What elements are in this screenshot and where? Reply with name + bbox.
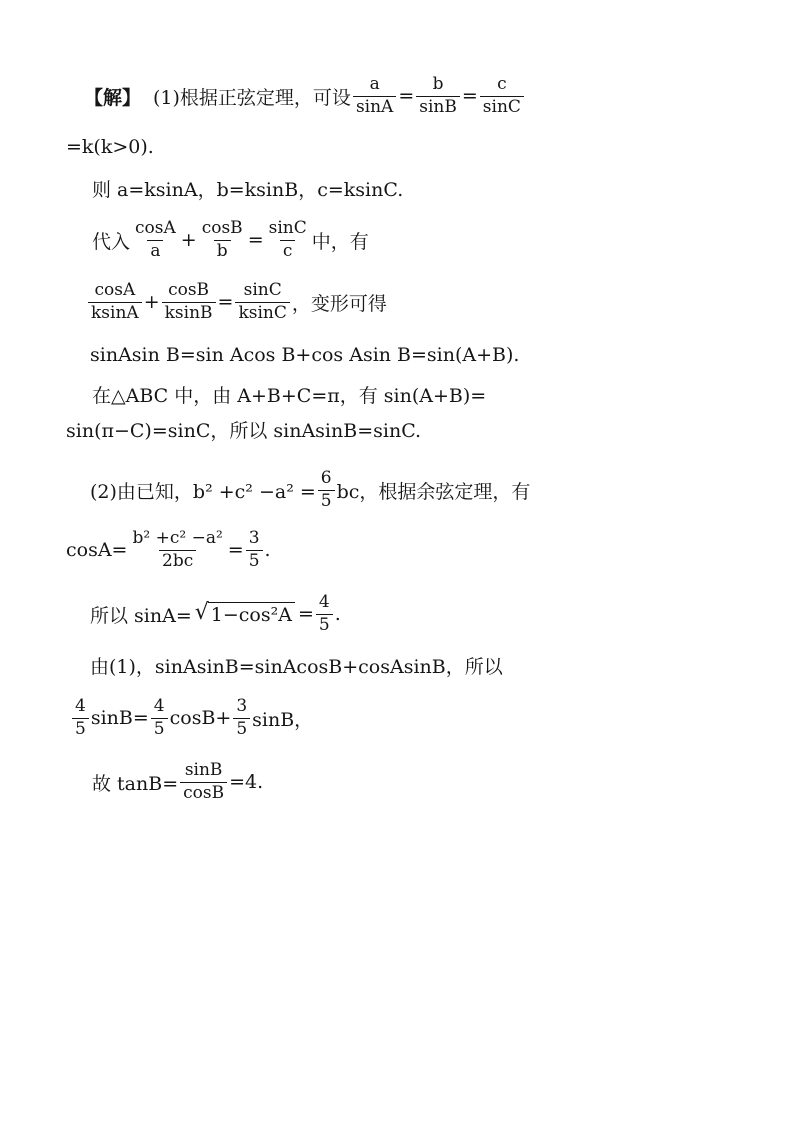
fraction-cosB-over-ksinB	[162, 281, 216, 323]
numerator: 3	[236, 695, 248, 716]
fraction-4-over-5	[316, 593, 333, 635]
numerator: 6	[320, 467, 332, 488]
line-14-intro: 故 tanB=	[92, 772, 179, 795]
denominator: 5	[233, 718, 250, 740]
fraction-3-over-5	[246, 529, 263, 571]
plus-sign: +	[143, 291, 160, 313]
equals-sign: =	[247, 229, 264, 251]
line-4-intro: 代入	[92, 230, 131, 253]
fraction-4-over-5	[72, 697, 89, 739]
denominator: 5	[151, 718, 168, 740]
denominator: sinA	[353, 96, 396, 118]
denominator: sinB	[416, 96, 460, 118]
equals-sign: =	[398, 85, 415, 107]
numerator: cosB	[168, 279, 210, 300]
line-14	[92, 752, 263, 812]
square-root	[195, 602, 295, 626]
denominator: 5	[318, 490, 335, 512]
denominator: sinC	[480, 96, 524, 118]
denominator: a	[147, 240, 163, 262]
line-13-tail: sinB，	[252, 708, 314, 731]
line-9	[90, 460, 530, 520]
equals-sign: =	[461, 85, 478, 107]
fraction-law-of-cosines	[129, 529, 225, 571]
numerator: 3	[248, 527, 260, 548]
line-12	[90, 635, 503, 695]
numerator: 4	[318, 591, 330, 612]
fraction-6-over-5	[318, 469, 335, 511]
equals-sign: =	[227, 539, 244, 561]
fraction-cosA-over-a	[132, 219, 179, 261]
plus-sign: +	[180, 229, 197, 251]
line-8-text: sin(π−C)=sinC，所以 sinAsinB=sinC.	[66, 419, 422, 442]
line-3-text: 则 a=ksinA，b=ksinB，c=ksinC.	[92, 178, 404, 201]
line-4	[92, 210, 369, 270]
line-11-tail: .	[334, 603, 341, 625]
line-10	[66, 520, 271, 580]
line-14-tail: =4.	[229, 771, 264, 793]
denominator: b	[214, 240, 231, 262]
line-13	[70, 688, 313, 748]
radicand: 1−cos²A	[208, 602, 295, 626]
line-12-text: 由(1)，sinAsinB=sinAcosB+cosAsinB，所以	[90, 655, 503, 678]
fraction-3-over-5	[233, 697, 250, 739]
denominator: 5	[72, 718, 89, 740]
numerator: 4	[153, 695, 165, 716]
line-5-tail: ，变形可得	[291, 292, 387, 315]
line-3	[92, 158, 403, 218]
fraction-sinB-over-cosB	[180, 761, 227, 803]
line-7-text: 在△ABC 中，由 A+B+C=π，有 sin(A+B)=	[92, 384, 487, 407]
line-10-tail: .	[264, 539, 271, 561]
fraction-cosB-over-b	[199, 219, 246, 261]
denominator: ksinA	[88, 302, 142, 324]
line-13-mid-2: cosB+	[169, 707, 232, 729]
denominator: cosB	[180, 782, 227, 804]
numerator: sinC	[268, 217, 307, 238]
line-11-intro: 所以 sinA=	[90, 604, 192, 627]
numerator: b² +c² −a²	[132, 527, 223, 548]
line-1-intro: (1)根据正弦定理，可设	[153, 86, 351, 109]
line-13-mid-1: sinB=	[90, 707, 149, 729]
numerator: cosA	[135, 217, 176, 238]
fraction-c-over-sinC	[480, 75, 524, 117]
fraction-b-over-sinB	[416, 75, 460, 117]
numerator: b	[432, 73, 444, 94]
solution-label: 【解】	[84, 86, 142, 109]
numerator: cosA	[94, 279, 136, 300]
line-9-tail: bc，根据余弦定理，有	[336, 480, 531, 503]
line-10-intro: cosA=	[66, 539, 128, 561]
line-4-tail: 中，有	[311, 230, 369, 253]
line-8	[66, 399, 421, 459]
denominator: ksinC	[235, 302, 289, 324]
numerator: cosB	[201, 217, 243, 238]
line-5	[86, 272, 387, 332]
line-2-text: =k(k>0).	[66, 136, 154, 158]
fraction-sinC-over-ksinC	[235, 281, 289, 323]
denominator: ksinB	[162, 302, 216, 324]
radical-sign: √	[194, 600, 209, 626]
numerator: 4	[75, 695, 86, 716]
line-6-text: sinAsin B=sin Acos B+cos Asin B=sin(A+B).	[90, 344, 520, 366]
fraction-a-over-sinA	[353, 75, 396, 117]
numerator: sinB	[184, 759, 223, 780]
denominator: c	[280, 240, 296, 262]
line-9-intro: (2)由已知，b² +c² −a² =	[90, 480, 316, 503]
numerator: sinC	[243, 279, 282, 300]
equals-sign: =	[297, 603, 314, 625]
denominator: 5	[246, 550, 263, 572]
denominator: 2bc	[159, 550, 196, 572]
numerator: a	[369, 73, 380, 94]
denominator: 5	[316, 614, 333, 636]
equals-sign: =	[217, 291, 234, 313]
fraction-sinC-over-c	[266, 219, 310, 261]
fraction-cosA-over-ksinA	[88, 281, 142, 323]
numerator: c	[497, 73, 507, 94]
fraction-4-over-5	[151, 697, 168, 739]
